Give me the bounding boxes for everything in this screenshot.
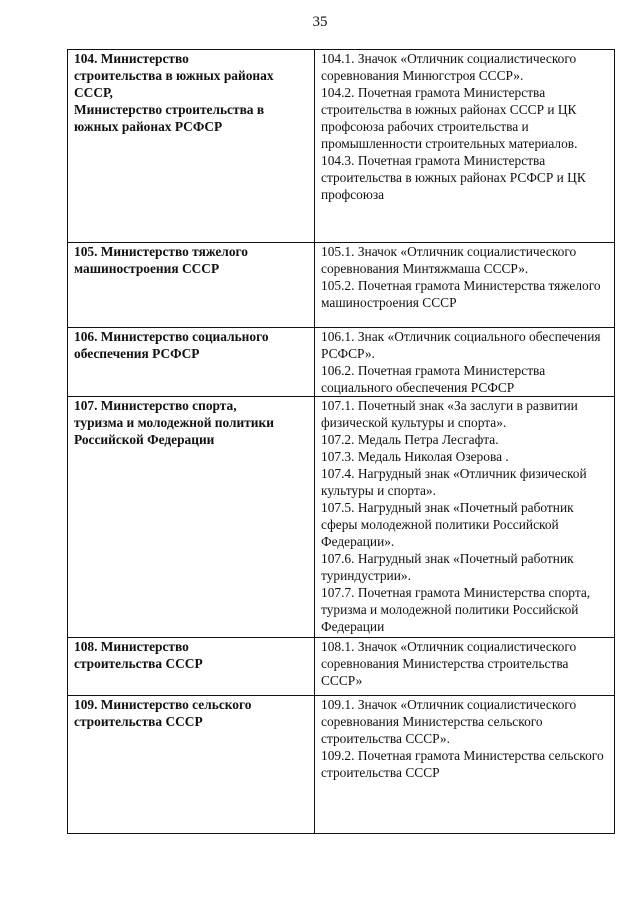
award-item: 107.1. Почетный знак «За заслуги в развитии физической культуры и спорта». — [321, 398, 578, 430]
award-item: 107.5. Нагрудный знак «Почетный работник сферы молодежной политики Российской Федерации». — [321, 500, 574, 549]
ministry-name-line: 108. Министерство — [74, 639, 189, 654]
ministry-name-line: 104. Министерство — [74, 51, 189, 66]
ministry-name-line: 109. Министерство сельского — [74, 697, 252, 712]
award-item: 107.4. Нагрудный знак «Отличник физической культуры и спорта». — [321, 466, 587, 498]
ministry-name-line: СССР, — [74, 85, 113, 100]
award-item: 104.1. Значок «Отличник социалистического соревнования Минюгстроя СССР». — [321, 51, 577, 83]
table-row — [68, 243, 615, 328]
ministry-name-line: строительства СССР — [74, 656, 203, 671]
ministry-name-line: строительства в южных районах — [74, 68, 274, 83]
awards-cell — [315, 638, 615, 696]
ministry-name-line: южных районах РСФСР — [74, 119, 223, 134]
table-row — [68, 397, 615, 638]
award-item: 106.2. Почетная грамота Министерства социального обеспечения РСФСР — [321, 363, 546, 395]
award-item: 107.3. Медаль Николая Озерова . — [321, 449, 509, 464]
ministry-name-line: 105. Министерство тяжелого — [74, 244, 248, 259]
awards-table — [67, 49, 615, 834]
ministry-name-line: машиностроения СССР — [74, 261, 220, 276]
awards-cell — [315, 328, 615, 397]
ministry-name-line: 106. Министерство социального — [74, 329, 269, 344]
ministry-cell — [68, 638, 315, 696]
ministry-name-line: 107. Министерство спорта, — [74, 398, 237, 413]
table-row — [68, 328, 615, 397]
award-item: 109.1. Значок «Отличник социалистического соревнования Министерства сельского строительства СССР». — [321, 697, 577, 746]
award-item: 105.1. Значок «Отличник социалистического соревнования Минтяжмаша СССР». — [321, 244, 577, 276]
award-item: 107.7. Почетная грамота Министерства спорта, туризма и молодежной политики Российской Федерации — [321, 585, 591, 634]
ministry-cell — [68, 696, 315, 834]
awards-cell — [315, 397, 615, 638]
award-item: 107.6. Нагрудный знак «Почетный работник туриндустрии». — [321, 551, 574, 583]
award-item: 106.1. Знак «Отличник социального обеспечения РСФСР». — [321, 329, 601, 361]
ministry-cell — [68, 243, 315, 328]
award-item: 104.2. Почетная грамота Министерства строительства в южных районах СССР и ЦК профсоюза рабочих строительства и промышленности строительных материалов. — [321, 85, 578, 151]
table-row — [68, 638, 615, 696]
awards-cell — [315, 50, 615, 243]
ministry-cell — [68, 50, 315, 243]
ministry-name-line: Российской Федерации — [74, 432, 215, 447]
page-number: 35 — [312, 14, 328, 30]
table-row — [68, 50, 615, 243]
award-item: 105.2. Почетная грамота Министерства тяжелого машиностроения СССР — [321, 278, 601, 310]
ministry-name-line: строительства СССР — [74, 714, 203, 729]
award-item: 109.2. Почетная грамота Министерства сельского строительства СССР — [321, 748, 604, 780]
ministry-name-line: обеспечения РСФСР — [74, 346, 200, 361]
ministry-cell — [68, 328, 315, 397]
awards-cell — [315, 243, 615, 328]
awards-cell — [315, 696, 615, 834]
table-row — [68, 696, 615, 834]
award-item: 104.3. Почетная грамота Министерства строительства в южных районах РСФСР и ЦК профсоюза — [321, 153, 586, 202]
ministry-cell — [68, 397, 315, 638]
award-item: 107.2. Медаль Петра Лесгафта. — [321, 432, 499, 447]
award-item: 108.1. Значок «Отличник социалистического соревнования Министерства строительства СССР» — [321, 639, 577, 688]
ministry-name-line: туризма и молодежной политики — [74, 415, 274, 430]
ministry-name-line: Министерство строительства в — [74, 102, 265, 117]
